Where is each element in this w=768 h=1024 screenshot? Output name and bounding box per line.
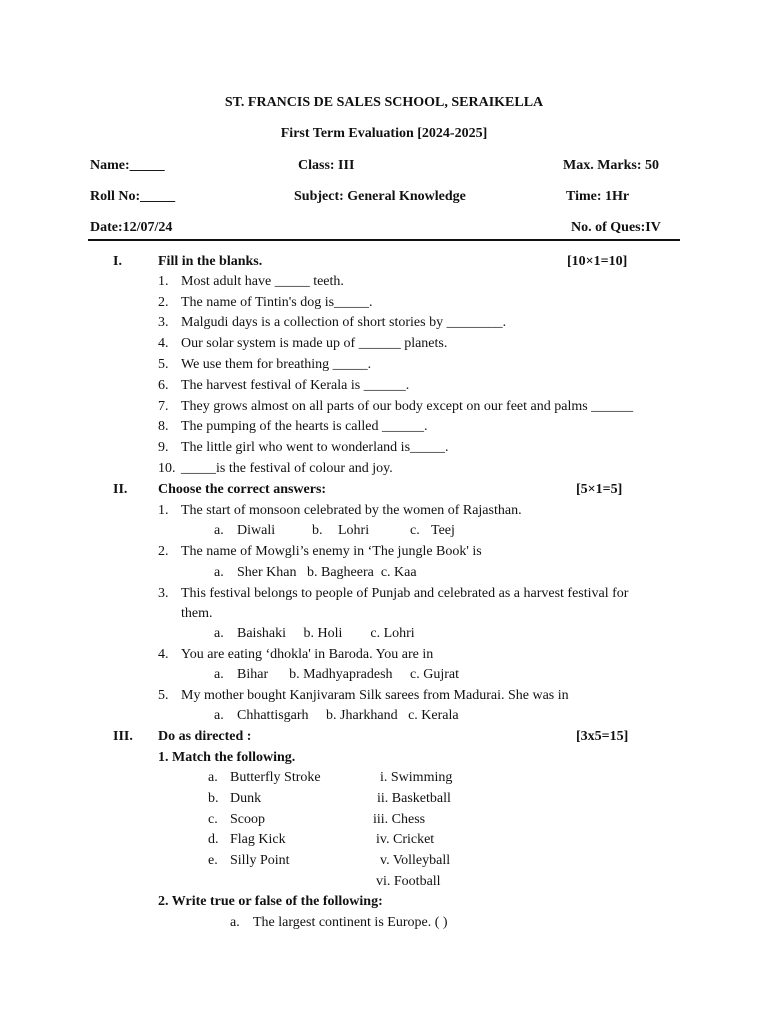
match-left-letter: e. — [208, 853, 218, 868]
match-right-item: i. Swimming — [380, 770, 453, 785]
option-text: Teej — [431, 523, 455, 538]
list-item: The little girl who went to wonderland is_____. — [181, 440, 449, 455]
question-text: The start of monsoon celebrated by the women of Rajasthan. — [181, 503, 522, 518]
list-item: The pumping of the hearts is called ______. — [181, 419, 428, 434]
match-left-item: Butterfly Stroke — [230, 770, 321, 785]
match-right-item: ii. Basketball — [377, 791, 451, 806]
list-item: The name of Tintin's dog is_____. — [181, 295, 373, 310]
question-number: 1. — [158, 503, 169, 518]
num-questions-field: No. of Ques:IV — [571, 220, 661, 235]
roll-no-field: Roll No:_____ — [90, 189, 176, 204]
list-item: Malgudi days is a collection of short stories by ________. — [181, 315, 507, 330]
option-letter: b. — [312, 523, 323, 538]
list-item-number: 2. — [158, 295, 169, 310]
option-text: Baishaki b. Holi c. Lohri — [237, 626, 415, 641]
section1-marks: [10×1=10] — [567, 254, 628, 269]
match-left-letter: b. — [208, 791, 219, 806]
section2-title: Choose the correct answers: — [158, 482, 327, 497]
true-false-title: 2. Write true or false of the following: — [158, 894, 383, 909]
question-number: 4. — [158, 647, 169, 662]
question-number: 2. — [158, 544, 169, 559]
list-item: We use them for breathing _____. — [181, 357, 372, 372]
match-left-letter: a. — [208, 770, 218, 785]
option-letter: a. — [214, 523, 224, 538]
match-right-item: v. Volleyball — [380, 853, 451, 868]
question-text: The name of Mowgli’s enemy in ‘The jungle Book' is — [181, 544, 482, 559]
true-false-item: The largest continent is Europe. ( ) — [253, 915, 448, 930]
question-text: My mother bought Kanjivaram Silk sarees from Madurai. She was in — [181, 688, 569, 703]
question-text: This festival belongs to people of Punjab and celebrated as a harvest festival for — [181, 586, 629, 601]
option-letter: a. — [214, 565, 224, 580]
list-item-number: 8. — [158, 419, 169, 434]
class-field: Class: III — [298, 158, 355, 173]
subject-field: Subject: General Knowledge — [294, 189, 466, 204]
list-item: _____is the festival of colour and joy. — [181, 461, 393, 476]
match-left-letter: c. — [208, 812, 218, 827]
option-letter: a. — [214, 626, 224, 641]
exam-title: First Term Evaluation [2024-2025] — [280, 126, 488, 141]
list-item-number: 7. — [158, 399, 169, 414]
section2-number: II. — [113, 482, 128, 497]
section1-title: Fill in the blanks. — [158, 254, 263, 269]
section2-marks: [5×1=5] — [576, 482, 623, 497]
match-left-item: Silly Point — [230, 853, 290, 868]
list-item-number: 1. — [158, 274, 169, 289]
list-item-number: 5. — [158, 357, 169, 372]
section3-number: III. — [113, 729, 133, 744]
list-item: The harvest festival of Kerala is ______. — [181, 378, 410, 393]
section3-marks: [3x5=15] — [576, 729, 629, 744]
section1-number: I. — [113, 254, 122, 269]
list-item-number: 3. — [158, 315, 169, 330]
match-left-item: Flag Kick — [230, 832, 286, 847]
option-text: Lohri — [338, 523, 370, 538]
time-field: Time: 1Hr — [566, 189, 630, 204]
school-name: ST. FRANCIS DE SALES SCHOOL, SERAIKELLA — [224, 95, 544, 110]
question-number: 5. — [158, 688, 169, 703]
section3-title: Do as directed : — [158, 729, 252, 744]
match-right-item: iii. Chess — [373, 812, 426, 827]
max-marks-field: Max. Marks: 50 — [563, 158, 660, 173]
question-text-continued: them. — [181, 606, 213, 621]
list-item-number: 9. — [158, 440, 169, 455]
option-letter: c. — [410, 523, 420, 538]
match-left-item: Scoop — [230, 812, 265, 827]
match-left-item: Dunk — [230, 791, 262, 806]
match-right-item: iv. Cricket — [376, 832, 435, 847]
question-number: 3. — [158, 586, 169, 601]
header-divider — [88, 239, 680, 241]
date-field: Date:12/07/24 — [90, 220, 173, 235]
match-right-item: vi. Football — [376, 874, 441, 889]
option-text: Diwali — [237, 523, 276, 538]
option-text: Chhattisgarh b. Jharkhand c. Kerala — [237, 708, 459, 723]
list-item: Our solar system is made up of ______ planets. — [181, 336, 448, 351]
list-item-number: 4. — [158, 336, 169, 351]
list-item-number: 6. — [158, 378, 169, 393]
option-letter: a. — [214, 667, 224, 682]
true-false-letter: a. — [230, 915, 240, 930]
match-title: 1. Match the following. — [158, 750, 296, 765]
list-item: Most adult have _____ teeth. — [181, 274, 344, 289]
option-letter: a. — [214, 708, 224, 723]
option-text: Sher Khan b. Bagheera c. Kaa — [237, 565, 417, 580]
name-field: Name:_____ — [90, 158, 165, 173]
match-left-letter: d. — [208, 832, 219, 847]
list-item: They grows almost on all parts of our body except on our feet and palms ______ — [181, 399, 634, 414]
list-item-number: 10. — [158, 461, 176, 476]
question-text: You are eating ‘dhokla' in Baroda. You are in — [181, 647, 434, 662]
option-text: Bihar b. Madhyapradesh c. Gujrat — [237, 667, 459, 682]
